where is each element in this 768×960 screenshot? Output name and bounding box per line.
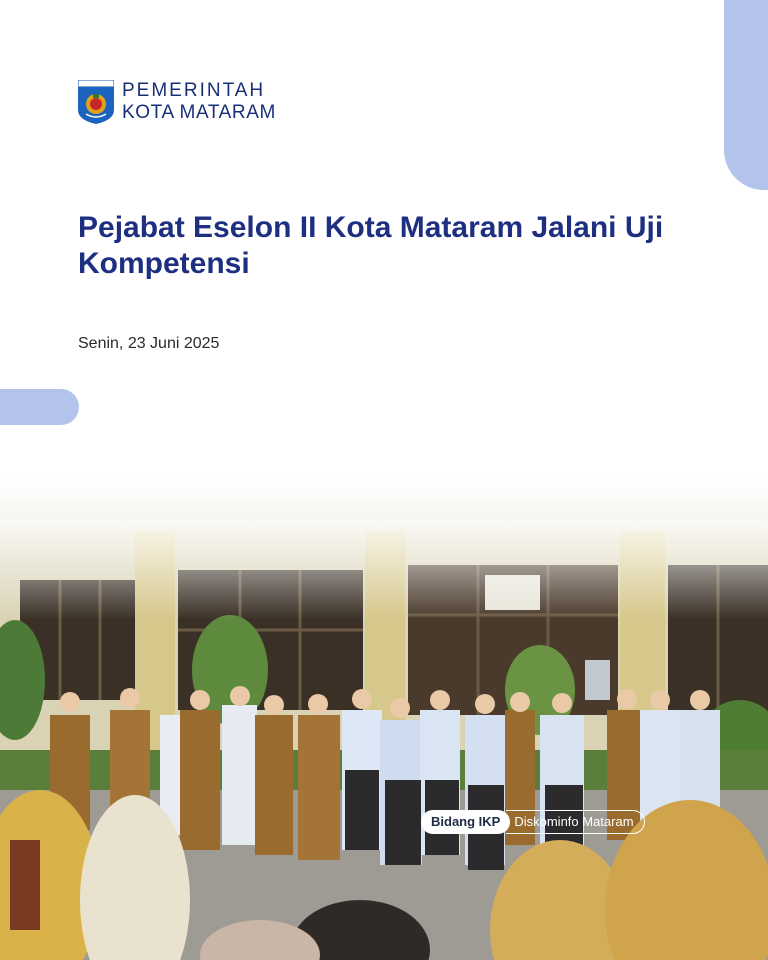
brand-name	[122, 80, 276, 124]
credit-team: Bidang IKP	[421, 810, 510, 834]
article-headline: Pejabat Eselon II Kota Mataram Jalani Uji Kompetensi	[78, 211, 664, 280]
brand-line-2: KOTA MATARAM	[122, 102, 276, 123]
brand-line-1: PEMERINTAH	[122, 80, 266, 101]
decorative-left-pill	[0, 389, 79, 425]
decorative-corner-tab	[724, 0, 768, 190]
photo-top-fade	[0, 470, 768, 620]
article-date: Senin, 23 Juni 2025	[78, 335, 220, 352]
credit-org: Diskominfo Mataram	[506, 810, 644, 834]
photo-credit	[421, 810, 645, 834]
brand-header	[78, 80, 276, 124]
mataram-crest-icon	[78, 80, 114, 124]
photo-officials-lined-up	[0, 470, 768, 960]
